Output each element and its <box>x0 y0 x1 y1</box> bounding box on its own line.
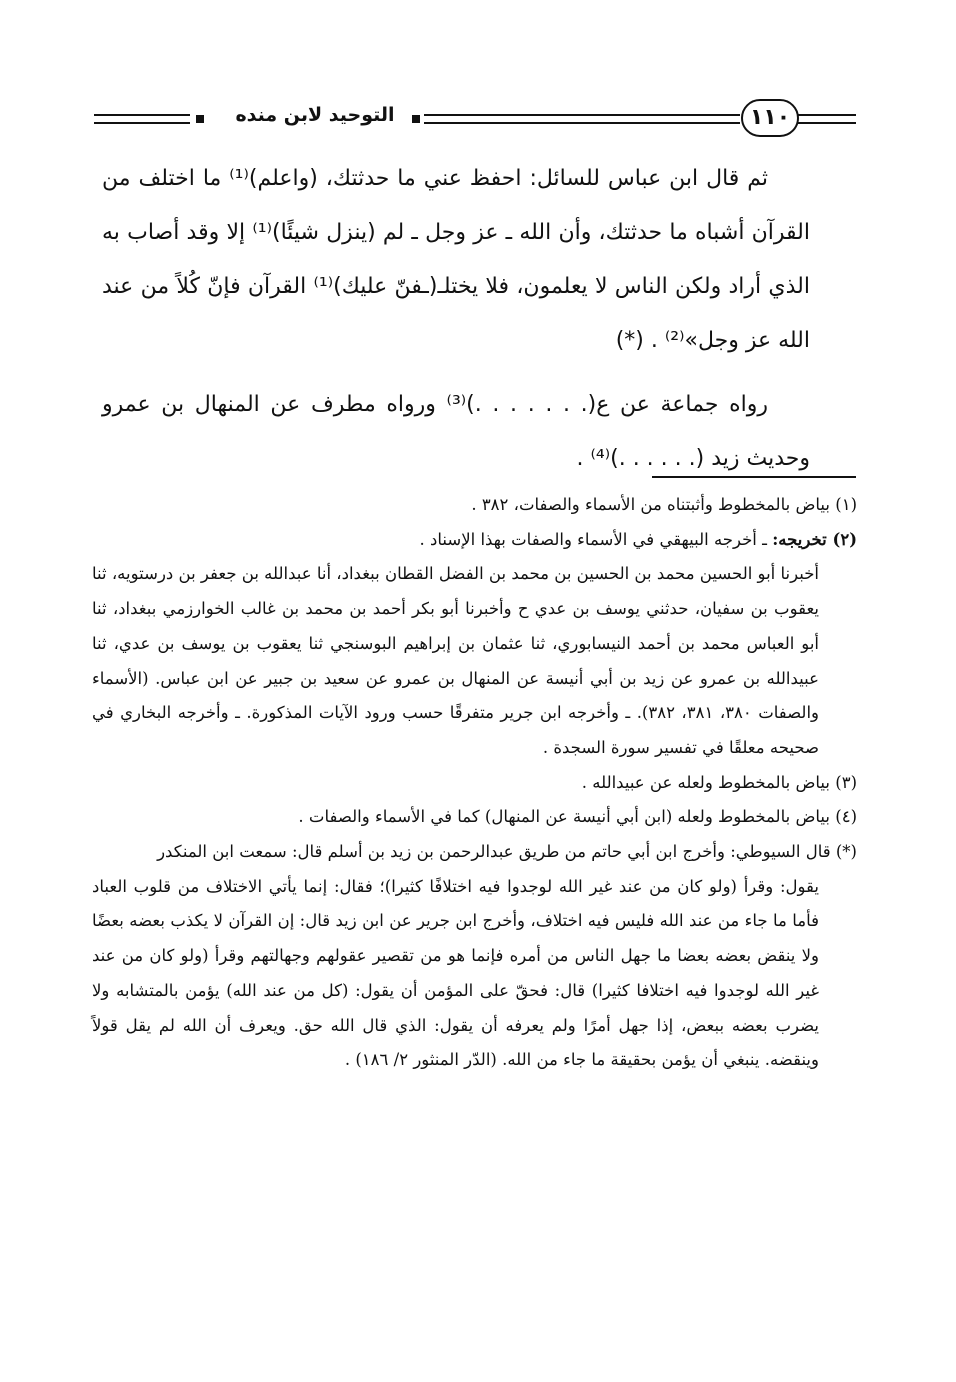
footnote-2-head <box>92 523 857 558</box>
footnotes <box>92 488 857 1078</box>
footnote-2-heading: ـ أخرجه البيهقي في الأسماء والصفات بهذا الإسناد . <box>419 529 773 549</box>
main-paragraph: ثم قال ابن عباس للسائل: احفظ عني ما حدثتك، (واعلم)⁽¹⁾ ما اختلف من القرآن أشباه ما حدثتك، وأن الله ـ عز وجل ـ لم (ينزل شيئًا)⁽¹⁾ إلا وقد أصاب به الذي أراد ولكن الناس لا يعلمون، فلا يختلـ(ـفنّ عليك)⁽¹⁾ القرآن فإنّ كُلاً من عند الله عز وجل»⁽²⁾ . (*) <box>102 166 810 353</box>
header-square-ornament <box>196 115 204 123</box>
footnote-1: (١) بياض بالمخطوط وأثبتناه من الأسماء والصفات، ٣٨٢ . <box>471 495 857 514</box>
footnote-star-body: يقول: وقرأ (ولو كان من عند غير الله لوجدوا فيه اختلافًا كثيرا)؛ فقال: إنما يأتي الاختلاف من قلوب العباد فأما ما جاء من عند الله فليس فيه اختلاف، وأخرج ابن جرير عن ابن زيد قال: إن القرآن لا يكذب بعضه بعضًا ولا ينقض بعضه بعضا ما جهل الناس من أمره فإنما هو من تقصير عقولهم وجهالتهم وقرأ (ولو كان من عند غير الله لوجدوا فيه اختلافا كثيرا) قال: فحقّ على المؤمن أن يقول: (كل من عند الله) يؤمن بالمتشابه ولا يضرب بعضه ببعض، إذا جهل أمرًا ولم يعرفه أن يقول: الذي قال الله حق. ويعرف أن الله لم يقل قولاً وينقضه. ينبغي أن يؤمن بحقيقة ما جاء من الله. (الدّر المنثور ٢/ ١٨٦) . <box>92 876 819 1070</box>
book-title: التوحيد لابن منده <box>235 104 395 126</box>
header-rule-left <box>94 114 190 124</box>
main-paragraph: رواه جماعة عن ع(. . . . . . .)⁽³⁾ ورواه مطرف عن المنهال بن عمرو وحديث زيد (. . . . . .)⁽⁴⁾ . <box>102 392 810 471</box>
header-rule-middle <box>424 114 740 124</box>
page-header <box>86 98 856 142</box>
page-number: ١١٠ <box>741 99 799 137</box>
footnote-3: (٣) بياض بالمخطوط ولعله عن عبيدالله . <box>581 772 857 792</box>
footnote-star-head: (*) قال السيوطي: وأخرج ابن أبي حاتم من طريق عبدالرحمن بن زيد بن أسلم قال: سمعت ابن المنكدر <box>157 842 857 862</box>
footnote-2-label: (٢) تخريجه: <box>772 529 857 549</box>
footnote-separator <box>652 476 856 478</box>
footnote-2-body: أخبرنا أبو الحسين محمد بن الحسين بن محمد بن الفضل القطان ببغداد، أنا عبدالله بن جعفر بن درستويه، ثنا يعقوب بن سفيان، حدثني يوسف بن عدي ح وأخبرنا أبو بكر أحمد بن محمد بن غالب الخوارزمي ببغداد، ثنا أبو العباس محمد بن أحمد النيسابوري، ثنا عثمان بن إبراهيم البوسنجي ثنا يعقوب بن يوسف بن عدي، ثنا عبيدالله بن عمرو عن زيد بن أبي أنيسة عن المنهال بن عمرو عن سعيد بن جبير عن ابن عباس. (الأسماء والصفات ٣٨٠، ٣٨١، ٣٨٢). ـ وأخرجه ابن جرير متفرقًا حسب ورود الآيات المذكورة. ـ وأخرجه البخاري في صحيحه معلقًا في تفسير سورة السجدة . <box>92 564 820 757</box>
footnote-4: (٤) بياض بالمخطوط ولعله (ابن أبي أنيسة عن المنهال) كما في الأسماء والصفات . <box>298 807 857 827</box>
header-rule-right <box>798 114 856 124</box>
main-text <box>102 152 810 486</box>
